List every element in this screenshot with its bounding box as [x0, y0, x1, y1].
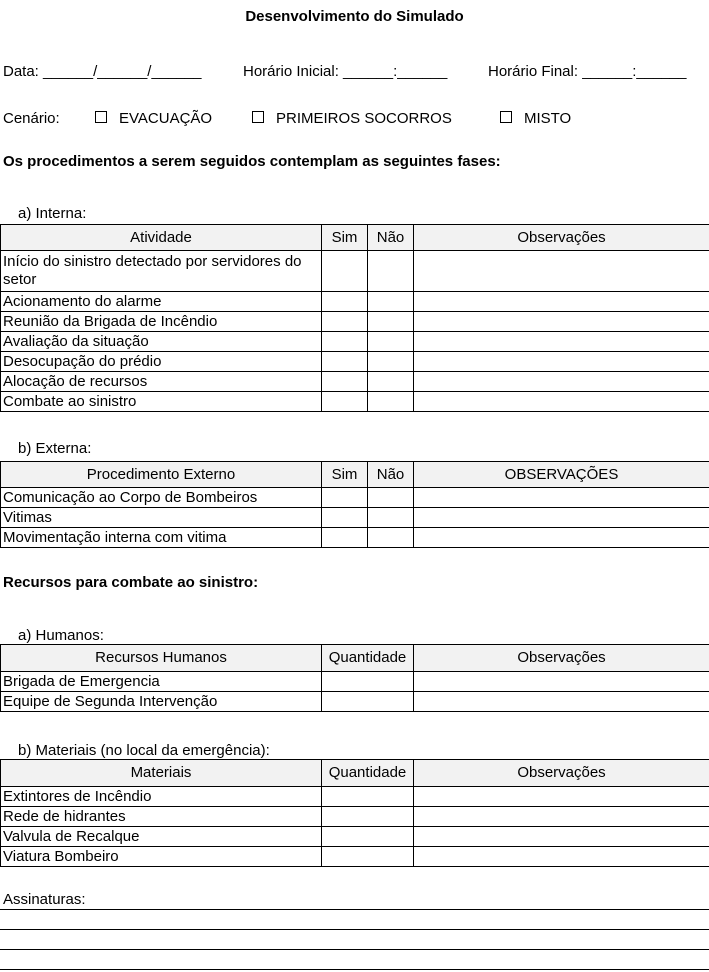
column-header: OBSERVAÇÕES [414, 462, 709, 488]
table-row [1, 292, 709, 312]
column-header: Quantidade [322, 760, 414, 787]
column-header: Quantidade [322, 645, 414, 672]
column-header: Observações [414, 225, 709, 251]
column-header: Procedimento Externo [1, 462, 322, 488]
sim-cell[interactable] [322, 528, 368, 548]
table-header-row [1, 462, 709, 488]
observations-cell[interactable] [414, 528, 709, 548]
column-header: Sim [322, 225, 368, 251]
internal-table [0, 224, 709, 412]
nao-cell[interactable] [368, 392, 414, 412]
scenario-label: Cenário: [3, 110, 60, 127]
observations-cell[interactable] [414, 332, 709, 352]
column-header: Não [368, 462, 414, 488]
observations-cell[interactable] [414, 352, 709, 372]
table-row [1, 787, 709, 807]
observations-cell[interactable] [414, 372, 709, 392]
column-header: Não [368, 225, 414, 251]
sim-cell[interactable] [322, 372, 368, 392]
external-section-label: b) Externa: [18, 440, 92, 457]
column-header: Materiais [1, 760, 322, 787]
material-cell: Extintores de Incêndio [1, 787, 322, 807]
observations-cell[interactable] [414, 807, 709, 827]
quantity-cell[interactable] [322, 847, 414, 867]
activity-cell: Alocação de recursos [1, 372, 322, 392]
nao-cell[interactable] [368, 508, 414, 528]
observations-cell[interactable] [414, 392, 709, 412]
table-header-row [1, 760, 709, 787]
start-time-field[interactable]: Horário Inicial: ______:______ [243, 63, 448, 80]
activity-cell: Reunião da Brigada de Incêndio [1, 312, 322, 332]
quantity-cell[interactable] [322, 787, 414, 807]
scenario-option-evacuacao[interactable]: EVACUAÇÃO [95, 110, 212, 127]
column-header: Atividade [1, 225, 322, 251]
nao-cell[interactable] [368, 332, 414, 352]
sim-cell[interactable] [322, 392, 368, 412]
resources-heading: Recursos para combate ao sinistro: [3, 574, 259, 591]
procedure-cell: Movimentação interna com vitima [1, 528, 322, 548]
table-row [1, 372, 709, 392]
column-header: Sim [322, 462, 368, 488]
observations-cell[interactable] [414, 251, 709, 292]
material-cell: Viatura Bombeiro [1, 847, 322, 867]
table-row [1, 672, 709, 692]
table-row [1, 528, 709, 548]
signatures-label: Assinaturas: [3, 891, 86, 908]
material-cell: Rede de hidrantes [1, 807, 322, 827]
signature-line[interactable] [0, 929, 709, 930]
materials-section-label: b) Materiais (no local da emergência): [18, 742, 270, 759]
column-header: Observações [414, 760, 709, 787]
materials-table [0, 759, 709, 867]
scenario-option-misto[interactable]: MISTO [500, 110, 571, 127]
procedure-cell: Vitimas [1, 508, 322, 528]
nao-cell[interactable] [368, 528, 414, 548]
observations-cell[interactable] [414, 692, 709, 712]
observations-cell[interactable] [414, 827, 709, 847]
material-cell: Valvula de Recalque [1, 827, 322, 847]
signature-line[interactable] [0, 909, 709, 910]
observations-cell[interactable] [414, 847, 709, 867]
activity-cell: Desocupação do prédio [1, 352, 322, 372]
observations-cell[interactable] [414, 787, 709, 807]
nao-cell[interactable] [368, 352, 414, 372]
table-row [1, 807, 709, 827]
nao-cell[interactable] [368, 251, 414, 292]
sim-cell[interactable] [322, 508, 368, 528]
activity-cell: Início do sinistro detectado por servidores do setor [1, 251, 322, 292]
quantity-cell[interactable] [322, 672, 414, 692]
nao-cell[interactable] [368, 312, 414, 332]
observations-cell[interactable] [414, 292, 709, 312]
signature-line[interactable] [0, 969, 709, 970]
procedure-cell: Comunicação ao Corpo de Bombeiros [1, 488, 322, 508]
sim-cell[interactable] [322, 251, 368, 292]
resource-cell: Brigada de Emergencia [1, 672, 322, 692]
activity-cell: Combate ao sinistro [1, 392, 322, 412]
table-row [1, 352, 709, 372]
table-row [1, 312, 709, 332]
table-row [1, 488, 709, 508]
sim-cell[interactable] [322, 488, 368, 508]
human-resources-table [0, 644, 709, 712]
nao-cell[interactable] [368, 372, 414, 392]
checkbox-icon[interactable] [500, 111, 512, 123]
quantity-cell[interactable] [322, 827, 414, 847]
sim-cell[interactable] [322, 332, 368, 352]
table-row [1, 692, 709, 712]
column-header: Observações [414, 645, 709, 672]
quantity-cell[interactable] [322, 692, 414, 712]
human-section-label: a) Humanos: [18, 627, 104, 644]
observations-cell[interactable] [414, 488, 709, 508]
checkbox-icon[interactable] [95, 111, 107, 123]
observations-cell[interactable] [414, 312, 709, 332]
scenario-option-primeiros-socorros[interactable]: PRIMEIROS SOCORROS [252, 110, 452, 127]
resource-cell: Equipe de Segunda Intervenção [1, 692, 322, 712]
sim-cell[interactable] [322, 312, 368, 332]
table-header-row [1, 645, 709, 672]
table-row [1, 251, 709, 292]
checkbox-icon[interactable] [252, 111, 264, 123]
table-row [1, 392, 709, 412]
observations-cell[interactable] [414, 508, 709, 528]
activity-cell: Avaliação da situação [1, 332, 322, 352]
observations-cell[interactable] [414, 672, 709, 692]
table-row [1, 827, 709, 847]
nao-cell[interactable] [368, 292, 414, 312]
table-row [1, 847, 709, 867]
column-header: Recursos Humanos [1, 645, 322, 672]
procedures-heading: Os procedimentos a serem seguidos contemplam as seguintes fases: [3, 153, 501, 170]
internal-section-label: a) Interna: [18, 205, 87, 222]
nao-cell[interactable] [368, 488, 414, 508]
table-header-row [1, 225, 709, 251]
sim-cell[interactable] [322, 292, 368, 312]
sim-cell[interactable] [322, 352, 368, 372]
table-row [1, 508, 709, 528]
end-time-field[interactable]: Horário Final: ______:______ [488, 63, 687, 80]
date-field[interactable]: Data: ______/______/______ [3, 63, 202, 80]
signature-line[interactable] [0, 949, 709, 950]
quantity-cell[interactable] [322, 807, 414, 827]
page-title: Desenvolvimento do Simulado [245, 8, 464, 25]
activity-cell: Acionamento do alarme [1, 292, 322, 312]
external-table [0, 461, 709, 548]
table-row [1, 332, 709, 352]
